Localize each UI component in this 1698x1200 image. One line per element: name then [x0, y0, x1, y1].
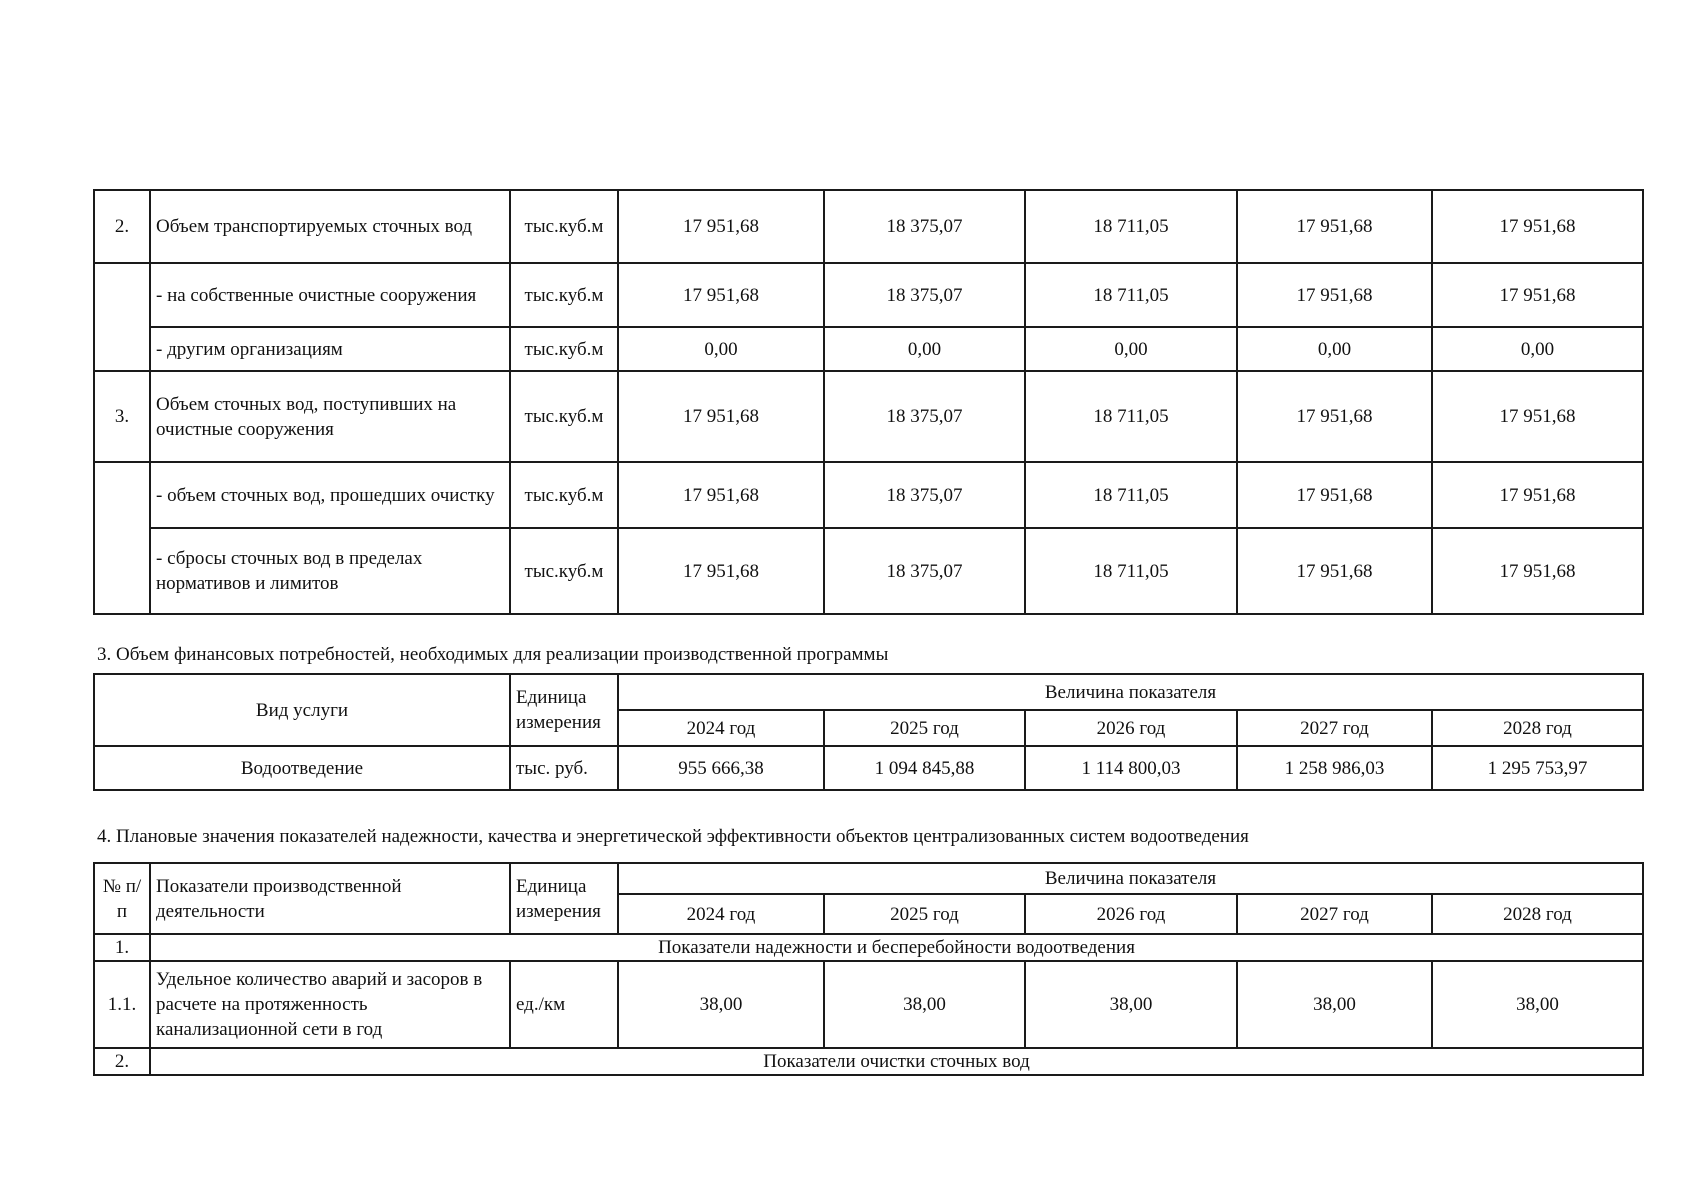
header-year: 2025 год: [824, 894, 1025, 934]
row-unit: тыс.куб.м: [510, 371, 618, 462]
value-2028: 17 951,68: [1432, 462, 1643, 528]
value-2027: 17 951,68: [1237, 190, 1432, 263]
value-2025: 1 094 845,88: [824, 746, 1025, 790]
table-row: [94, 528, 1643, 614]
value-2026: 0,00: [1025, 327, 1237, 371]
row-name: Объем транспортируемых сточных вод: [150, 190, 510, 263]
value-2026: 1 114 800,03: [1025, 746, 1237, 790]
value-2028: 17 951,68: [1432, 190, 1643, 263]
table-row: [94, 961, 1643, 1048]
row-unit: тыс.куб.м: [510, 190, 618, 263]
value-2028: 17 951,68: [1432, 371, 1643, 462]
value-2028: 17 951,68: [1432, 528, 1643, 614]
row-unit: ед./км: [510, 961, 618, 1048]
value-2025: 18 375,07: [824, 371, 1025, 462]
header-name: Показатели производственной деятельности: [150, 863, 510, 934]
value-2025: 18 375,07: [824, 263, 1025, 327]
row-name: Удельное количество аварий и засоров в расчете на протяженность канализационной сети в год: [150, 961, 510, 1048]
row-number: 2.: [94, 190, 150, 263]
row-unit: тыс.куб.м: [510, 327, 618, 371]
value-2026: 18 711,05: [1025, 462, 1237, 528]
header-value: Величина показателя: [618, 674, 1643, 710]
header-year: 2027 год: [1237, 710, 1432, 746]
group-row: [94, 934, 1643, 961]
value-2025: 38,00: [824, 961, 1025, 1048]
header-value: Величина показателя: [618, 863, 1643, 894]
header-year: 2026 год: [1025, 894, 1237, 934]
header-year: 2028 год: [1432, 894, 1643, 934]
header-num: № п/п: [94, 863, 150, 934]
value-2028: 38,00: [1432, 961, 1643, 1048]
value-2024: 0,00: [618, 327, 824, 371]
table-row: [94, 462, 1643, 528]
value-2024: 17 951,68: [618, 371, 824, 462]
service-name: Водоотведение: [94, 746, 510, 790]
row-name: - другим организациям: [150, 327, 510, 371]
value-2024: 38,00: [618, 961, 824, 1048]
value-2027: 17 951,68: [1237, 371, 1432, 462]
value-2027: 0,00: [1237, 327, 1432, 371]
value-2026: 18 711,05: [1025, 263, 1237, 327]
row-number: [94, 263, 150, 371]
value-2028: 1 295 753,97: [1432, 746, 1643, 790]
row-unit: тыс. руб.: [510, 746, 618, 790]
header-unit: Единица измерения: [510, 863, 618, 934]
value-2027: 1 258 986,03: [1237, 746, 1432, 790]
value-2028: 17 951,68: [1432, 263, 1643, 327]
value-2025: 0,00: [824, 327, 1025, 371]
header-year: 2025 год: [824, 710, 1025, 746]
value-2026: 18 711,05: [1025, 190, 1237, 263]
table-row: [94, 327, 1643, 371]
section-4-caption: 4. Плановые значения показателей надежности, качества и энергетической эффективности объектов централизованных систем водоотведения: [97, 826, 1249, 847]
header-year: 2027 год: [1237, 894, 1432, 934]
group-title: Показатели надежности и бесперебойности водоотведения: [150, 934, 1643, 961]
value-2027: 17 951,68: [1237, 263, 1432, 327]
row-name: - сбросы сточных вод в пределах нормативов и лимитов: [150, 528, 510, 614]
header-service: Вид услуги: [94, 674, 510, 746]
row-unit: тыс.куб.м: [510, 263, 618, 327]
table-row: [94, 746, 1643, 790]
group-title: Показатели очистки сточных вод: [150, 1048, 1643, 1075]
row-number: 1.1.: [94, 961, 150, 1048]
value-2026: 18 711,05: [1025, 528, 1237, 614]
row-unit: тыс.куб.м: [510, 462, 618, 528]
header-unit: Единица измерения: [510, 674, 618, 746]
section-3-caption: 3. Объем финансовых потребностей, необходимых для реализации производственной программы: [97, 644, 889, 665]
row-name: - объем сточных вод, прошедших очистку: [150, 462, 510, 528]
value-2026: 18 711,05: [1025, 371, 1237, 462]
value-2027: 17 951,68: [1237, 528, 1432, 614]
row-name: - на собственные очистные сооружения: [150, 263, 510, 327]
group-row: [94, 1048, 1643, 1075]
header-year: 2024 год: [618, 894, 824, 934]
table-row: [94, 190, 1643, 263]
value-2024: 17 951,68: [618, 263, 824, 327]
value-2027: 17 951,68: [1237, 462, 1432, 528]
reliability-indicators-table: [93, 862, 1644, 1076]
value-2024: 17 951,68: [618, 528, 824, 614]
value-2028: 0,00: [1432, 327, 1643, 371]
value-2027: 38,00: [1237, 961, 1432, 1048]
value-2024: 17 951,68: [618, 462, 824, 528]
row-number: 3.: [94, 371, 150, 462]
header-row: [94, 863, 1643, 894]
value-2025: 18 375,07: [824, 528, 1025, 614]
transport-volume-table: [93, 189, 1644, 615]
row-unit: тыс.куб.м: [510, 528, 618, 614]
table-row: [94, 371, 1643, 462]
value-2025: 18 375,07: [824, 462, 1025, 528]
header-year: 2024 год: [618, 710, 824, 746]
value-2025: 18 375,07: [824, 190, 1025, 263]
table-row: [94, 263, 1643, 327]
header-year: 2026 год: [1025, 710, 1237, 746]
header-row: [94, 674, 1643, 710]
value-2026: 38,00: [1025, 961, 1237, 1048]
financial-needs-table: [93, 673, 1644, 791]
value-2024: 955 666,38: [618, 746, 824, 790]
group-number: 1.: [94, 934, 150, 961]
group-number: 2.: [94, 1048, 150, 1075]
header-year: 2028 год: [1432, 710, 1643, 746]
row-name: Объем сточных вод, поступивших на очистные сооружения: [150, 371, 510, 462]
value-2024: 17 951,68: [618, 190, 824, 263]
row-number: [94, 462, 150, 614]
